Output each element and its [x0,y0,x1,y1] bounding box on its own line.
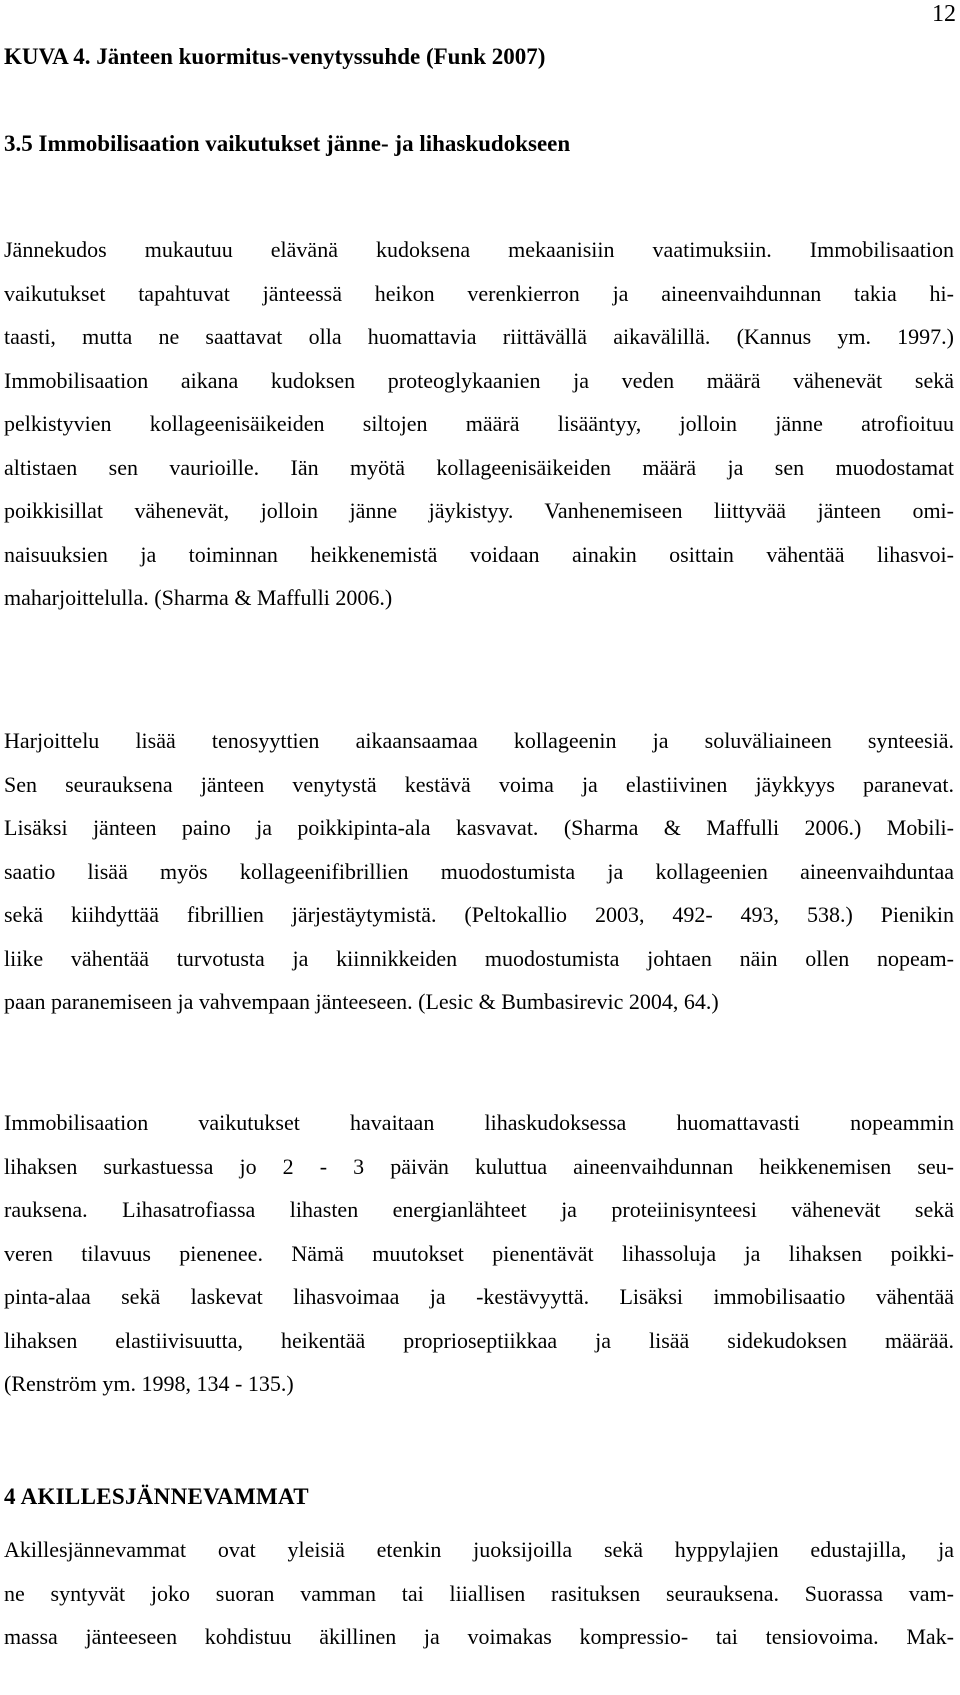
section-heading: 3.5 Immobilisaation vaikutukset jänne- ja lihaskudokseen [4,131,571,156]
text-line: sekä kiihdyttää fibrillien järjestäytymistä. (Peltokallio 2003, 492- 493, 538.) Pienikin [4,902,954,927]
text-line: Lisäksi jänteen paino ja poikkipinta-ala kasvavat. (Sharma & Maffulli 2006.) Mobili- [4,815,954,840]
text-line: pinta-alaa sekä laskevat lihasvoimaa ja -kestävyyttä. Lisäksi immobilisaatio vähentää [4,1284,954,1309]
text-line: Akillesjännevammat ovat yleisiä etenkin juoksijoilla sekä hyppylajien edustajilla, ja [4,1537,954,1562]
text-line: ne syntyvät joko suoran vamman tai liiallisen rasituksen seurauksena. Suorassa vam- [4,1580,954,1606]
text-line: maharjoittelulla. (Sharma & Maffulli 2006.) [4,585,393,610]
text-line: poikkisillat vähenevät, jolloin jänne jäykistyy. Vanhenemiseen liittyvää jänteen omi- [4,498,954,523]
text-line: Sen seurauksena jänteen venytystä kestävä voima ja elastiivinen jäykkyys paranevat. [4,771,954,797]
text-line: rauksena. Lihasatrofiassa lihasten energianlähteet ja proteiinisynteesi vähenevät sekä [4,1197,954,1222]
text-line: lihaksen elastiivisuutta, heikentää proprioseptiikkaa ja lisää sidekudoksen määrää. [4,1327,954,1353]
text-line: Immobilisaation vaikutukset havaitaan lihaskudoksessa huomattavasti nopeammin [4,1110,954,1135]
text-line: pelkistyvien kollageenisäikeiden siltojen määrä lisääntyy, jolloin jänne atrofioituu [4,411,954,436]
text-line: massa jänteeseen kohdistuu äkillinen ja voimakas kompressio- tai tensiovoima. Mak- [4,1624,954,1649]
text-line: vaikutukset tapahtuvat jänteessä heikon verenkierron ja aineenvaihdunnan takia hi- [4,280,954,306]
paragraph [4,228,954,620]
text-line: naisuuksien ja toiminnan heikkenemistä voidaan ainakin osittain vähentää lihasvoi- [4,541,954,567]
text-line: Jännekudos mukautuu elävänä kudoksena mekaanisiin vaatimuksiin. Immobilisaation [4,237,954,262]
chapter-heading: 4 AKILLESJÄNNEVAMMAT [4,1484,309,1509]
text-line: veren tilavuus pienenee. Nämä muutokset pienentävät lihassoluja ja lihaksen poikki- [4,1240,954,1266]
text-line: lihaksen surkastuessa jo 2 - 3 päivän kuluttua aineenvaihdunnan heikkenemisen seu- [4,1153,954,1179]
text-line: Harjoittelu lisää tenosyyttien aikaansaamaa kollageenin ja soluväliaineen synteesiä. [4,728,954,753]
text-line: altistaen sen vaurioille. Iän myötä kollageenisäikeiden määrä ja sen muodostamat [4,454,954,480]
text-line: taasti, mutta ne saattavat olla huomattavia riittävällä aikavälillä. (Kannus ym. 1997.) [4,324,954,349]
paragraph [4,1528,954,1659]
paragraph [4,1101,954,1406]
paragraph [4,719,954,1024]
text-line: saatio lisää myös kollageenifibrillien muodostumista ja kollageenien aineenvaihduntaa [4,858,954,884]
page-number: 12 [932,1,956,27]
text-line: liike vähentää turvotusta ja kiinnikkeiden muodostumista johtaen näin ollen nopeam- [4,945,954,971]
figure-caption: KUVA 4. Jänteen kuormitus-venytyssuhde (Funk 2007) [4,44,546,69]
text-line: (Renström ym. 1998, 134 - 135.) [4,1371,294,1396]
text-line: paan paranemiseen ja vahvempaan jänteeseen. (Lesic & Bumbasirevic 2004, 64.) [4,989,719,1014]
text-line: Immobilisaation aikana kudoksen proteoglykaanien ja veden määrä vähenevät sekä [4,367,954,393]
